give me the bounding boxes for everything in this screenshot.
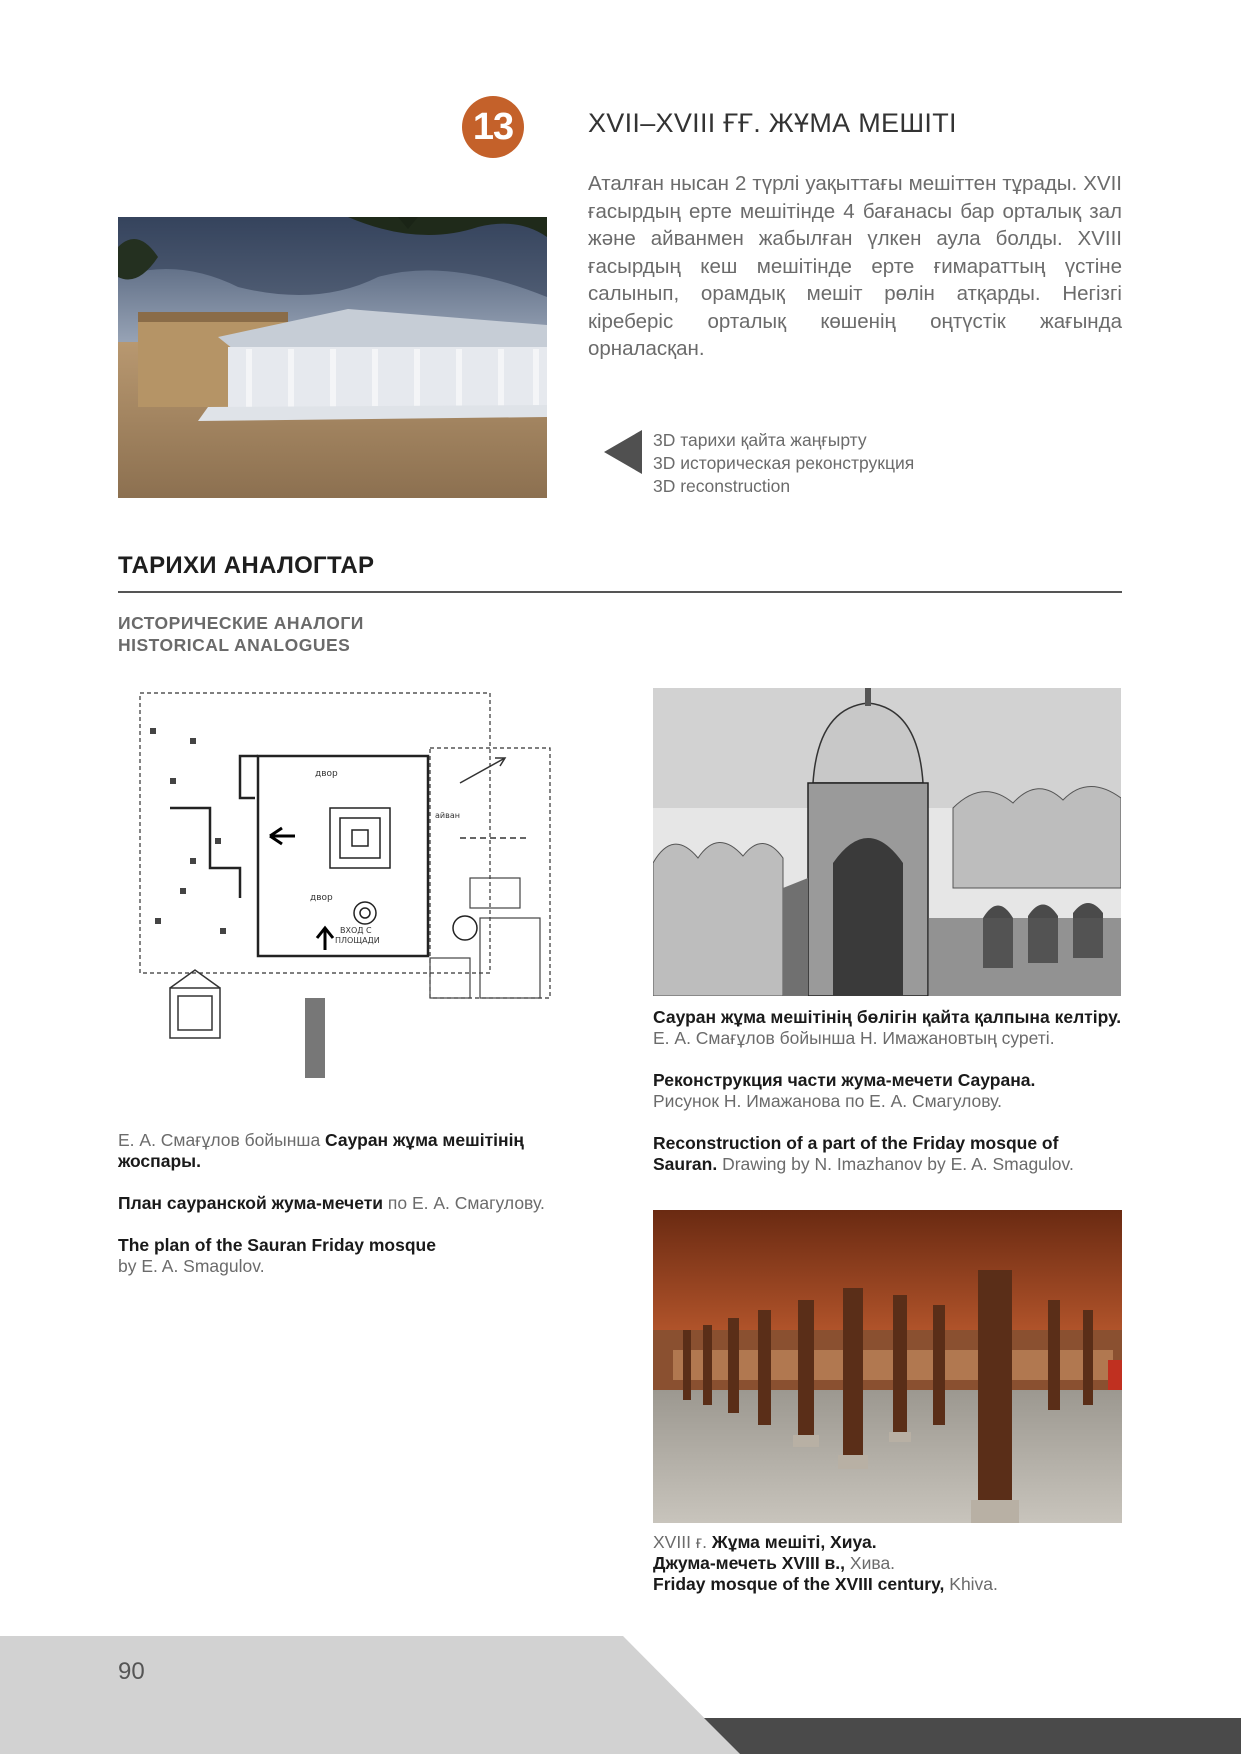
hall-caption-en-plain: Khiva. [944,1574,998,1594]
sketch-caption-en-plain: Drawing by N. Imazhanov by E. A. Smagulov. [717,1154,1074,1174]
hall-caption-en-bold: Friday mosque of the XVIII century, [653,1574,945,1594]
sketch-caption-ru [653,1070,1123,1112]
footer-band [0,1636,1241,1754]
sketch-caption-kz [653,1007,1123,1049]
sketch-caption-en [653,1133,1123,1175]
section-heading: ТАРИХИ АНАЛОГТАР [118,552,375,579]
plan-caption-en-plain: by E. A. Smagulov. [118,1256,265,1276]
khiva-mosque-hall-photo [653,1210,1122,1523]
hall-caption-kz-plain: XVIII ғ. [653,1532,712,1552]
page-number: 90 [118,1658,145,1685]
hall-caption-en [653,1574,1123,1595]
sketch-caption-ru-bold: Реконструкция части жума-мечети Саурана. [653,1070,1036,1090]
plan-label-entrance-2: ПЛОЩАДИ [335,936,380,945]
intro-paragraph: Аталған нысан 2 түрлі уақыттағы мешіттен тұрады. XVII ғасырдың ерте мешітінде 4 бағанасы бар орталық зал және айванмен жабылған үлкен аула болды. XVIII ғасырдың кеш мешітінде ерте ғимараттың үстіне салынып, орамдық мешіт рөлін атқарды. Негізгі кіреберіс орталық көшенің оңтүстік жағында орналасқан. [588,172,1122,360]
sketch-caption-kz-plain: Е. А. Смағұлов бойынша Н. Имажановтың суреті. [653,1028,1055,1048]
render-caption-kz: 3D тарихи қайта жаңғырту [653,430,867,450]
plan-caption-kz-plain: Е. А. Смағұлов бойынша [118,1130,326,1150]
plan-label-entrance-1: ВХОД С [340,926,372,935]
plan-label-court-2: двор [315,769,338,779]
render-caption [653,429,914,498]
hall-caption-kz [653,1532,1123,1553]
plan-label-aivan: айван [435,811,460,820]
section-subheading-ru: ИСТОРИЧЕСКИЕ АНАЛОГИ [118,613,364,633]
mosque-plan-drawing [130,688,590,1116]
mosque-reconstruction-sketch [653,688,1121,996]
hall-caption-ru-plain: Хива. [845,1553,896,1573]
sketch-caption-kz-bold: Сауран жұма мешітінің бөлігін қайта қалпына келтіру. [653,1007,1122,1027]
hall-caption-kz-bold: Жұма мешіті, Хиуа. [711,1532,877,1552]
sketch-caption-en-bold: Reconstruction of a part of the Friday mosque of Sauran. [653,1133,1059,1174]
plan-caption-ru-bold: План сауранской жума-мечети [118,1193,384,1213]
plan-caption-en [118,1235,588,1277]
hall-caption-ru [653,1553,1123,1574]
section-number-badge: 13 [462,96,524,158]
plan-caption-kz [118,1130,588,1172]
sketch-caption [653,1007,1123,1196]
plan-caption-ru-plain: по Е. А. Смагулову. [383,1193,545,1213]
render-caption-en: 3D reconstruction [653,476,791,496]
plan-caption [118,1130,588,1298]
sketch-caption-ru-plain: Рисунок Н. Имажанова по Е. А. Смагулову. [653,1091,1003,1111]
hall-caption [653,1532,1123,1595]
plan-label-court-1: двор [310,893,333,903]
section-divider [118,591,1122,593]
section-subheading-en: HISTORICAL ANALOGUES [118,635,351,655]
plan-caption-en-bold: The plan of the Sauran Friday mosque [118,1235,436,1255]
page-title: XVII–XVIII ҒҒ. ЖҰМА МЕШІТІ [588,108,957,138]
section-subheading [118,612,364,656]
mosque-3d-render-image [118,217,547,498]
render-caption-ru: 3D историческая реконструкция [653,453,915,473]
plan-caption-ru [118,1193,588,1214]
plan-caption-kz-bold: Сауран жұма мешітінің жоспары. [118,1130,524,1171]
caption-pointer-triangle [604,430,642,474]
hall-caption-ru-bold: Джума-мечеть XVIII в., [653,1553,846,1573]
